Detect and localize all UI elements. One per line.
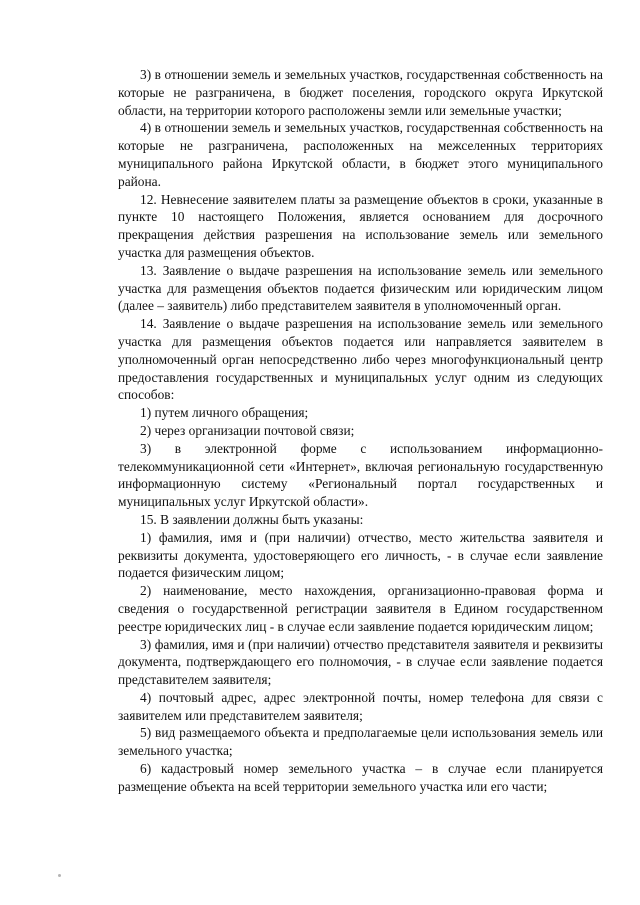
paragraph-item-legal-entity: 2) наименование, место нахождения, организационно-правовая форма и сведения о государственной регистрации заявителя в Едином государственном реестре юридических лиц - в случае если заявление подается юридическим лицом; [118,583,603,634]
document-body [118,66,603,796]
paragraph-method-personal: 1) путем личного обращения; [140,405,309,421]
paragraph-budget-district: 4) в отношении земель и земельных участков, государственная собственность на которые не разграничена, расположенных на межселенных территориях муниципального района Иркутской области, в бюджет этого муниципального района. [118,120,603,189]
paragraph-clause-15: 15. В заявлении должны быть указаны: [140,511,364,527]
paragraph-item-contacts: 4) почтовый адрес, адрес электронной почты, номер телефона для связи с заявителем или представителем заявителя; [118,689,603,723]
paragraph-method-postal: 2) через организации почтовой связи; [140,422,355,438]
paragraph-budget-settlement: 3) в отношении земель и земельных участков, государственная собственность на которые не разграничена, в бюджет поселения, городского округа Иркутской области, на территории которого расположены земли или земельные участки; [118,67,603,118]
paragraph-method-electronic: 3) в электронной форме с использованием информационно-телекоммуникационной сети «Интернет», включая региональную государственную информационную систему «Региональный портал государственных и муниципальных услуг Иркутской области». [118,440,603,510]
paragraph-item-individual: 1) фамилия, имя и (при наличии) отчество, место жительства заявителя и реквизиты документа, удостоверяющего его личность, - в случае если заявление подается физическим лицом; [118,529,603,581]
paragraph-item-representative: 3) фамилия, имя и (при наличии) отчество представителя заявителя и реквизиты документа, подтверждающего его полномочия, - в случае если заявление подается представителем заявителя; [118,636,603,688]
paragraph-item-cadastral: 6) кадастровый номер земельного участка – в случае если планируется размещение объекта на всей территории земельного участка или его части; [118,761,603,794]
paragraph-clause-12: 12. Невнесение заявителем платы за размещение объектов в сроки, указанные в пункте 10 настоящего Положения, является основанием для досрочного прекращения действия разрешения на использование земель или земельного участка для размещения объектов. [118,191,603,260]
scan-speck [58,874,61,877]
paragraph-clause-14: 14. Заявление о выдаче разрешения на использование земель или земельного участка для размещения объектов подается или направляется заявителем в уполномоченный орган непосредственно либо через многофункциональный центр предоставления государственных и муниципальных услуг одним из следующих способов: [118,316,603,403]
paragraph-item-object-type: 5) вид размещаемого объекта и предполагаемые цели использования земель или земельного участка; [118,725,603,759]
paragraph-clause-13: 13. Заявление о выдаче разрешения на использование земель или земельного участка для размещения объектов подается физическим или юридическим лицом (далее – заявитель) либо представителем заявителя в уполномоченный орган. [118,262,603,314]
